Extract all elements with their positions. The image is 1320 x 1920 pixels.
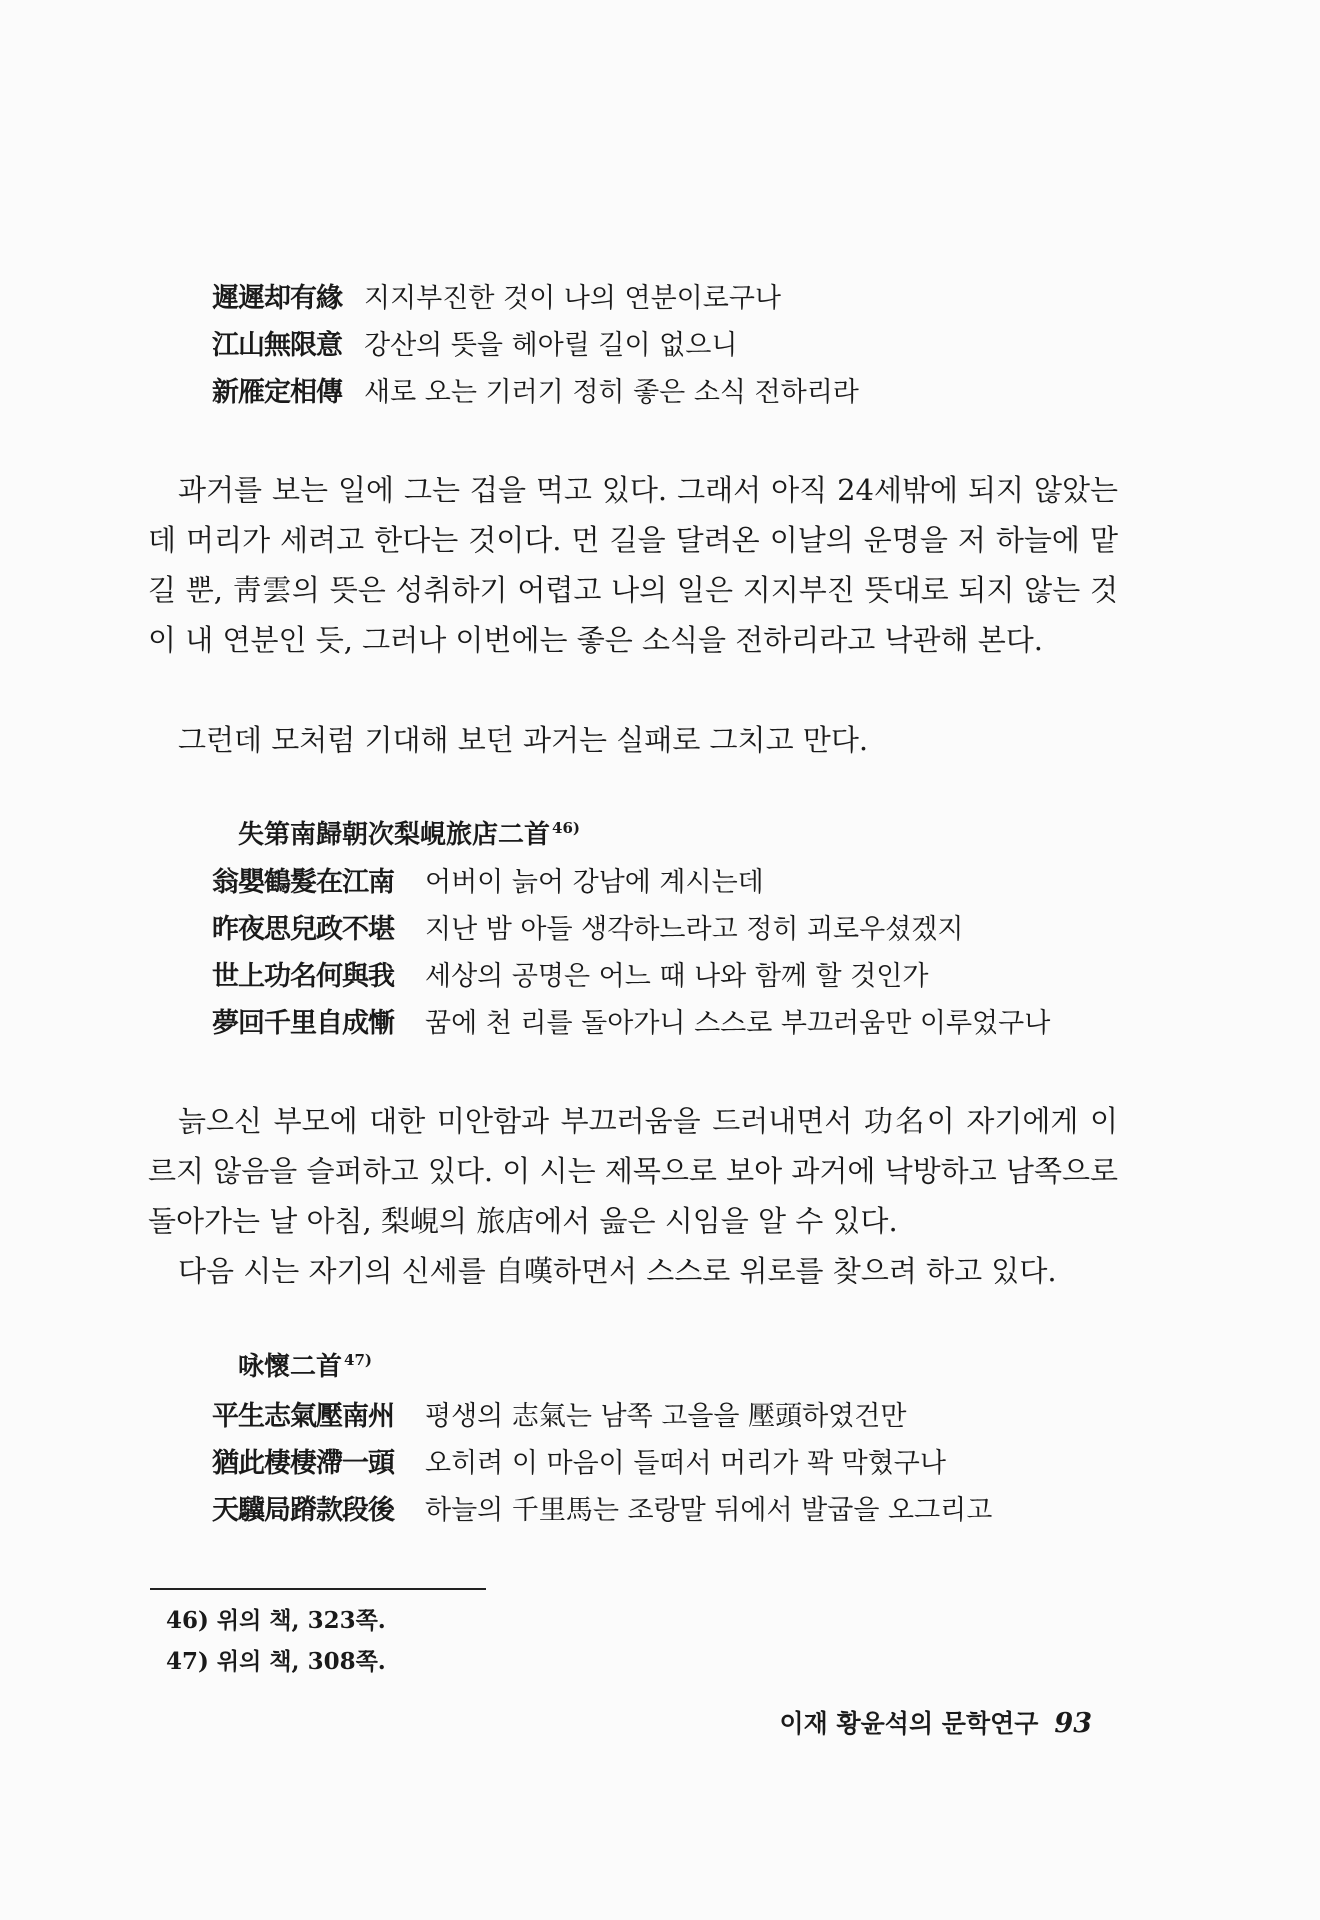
poem-hanja: 遲遲却有緣 — [212, 283, 342, 314]
poem-hanja: 世上功名何與我 — [212, 961, 394, 992]
poem-translation: 세상의 공명은 어느 때 나와 함께 할 것인가 — [425, 961, 929, 992]
poem-line — [212, 1437, 992, 1484]
poem-hanja: 天驥局蹐款段後 — [212, 1495, 394, 1526]
footnote: 47) 위의 책, 308쪽. — [166, 1648, 386, 1675]
footnote-marker: 46) — [552, 819, 580, 837]
paragraph-text: 그런데 모처럼 기대해 보던 과거는 실패로 그치고 만다. — [178, 723, 869, 757]
footnote-divider — [150, 1588, 486, 1590]
running-footer — [780, 1704, 1093, 1740]
poem-line — [212, 856, 1050, 903]
footnotes — [166, 1600, 386, 1682]
poem-hanja: 昨夜思兒政不堪 — [212, 914, 394, 945]
running-title: 이재 황윤석의 문학연구 — [779, 1709, 1039, 1738]
poem-translation: 새로 오는 기러기 정히 좋은 소식 전하리라 — [364, 377, 859, 408]
poem-translation: 어버이 늙어 강남에 계시는데 — [425, 867, 764, 898]
poem-hanja: 新雁定相傳 — [212, 377, 342, 408]
page-number: 93 — [1054, 1708, 1092, 1739]
poem-1 — [212, 272, 859, 413]
poem-title-text: 失第南歸朝次梨峴旅店二首 — [238, 820, 551, 850]
poem-title — [238, 1346, 372, 1383]
poem-translation: 오히려 이 마음이 들떠서 머리가 꽉 막혔구나 — [425, 1448, 946, 1479]
paragraph-text: 다음 시는 자기의 신세를 自嘆하면서 스스로 위로를 찾으려 하고 있다. — [178, 1254, 1057, 1288]
poem-translation: 꿈에 천 리를 돌아가니 스스로 부끄러움만 이루었구나 — [425, 1008, 1051, 1039]
poem-3 — [212, 1390, 992, 1531]
footnote: 46) 위의 책, 323쪽. — [166, 1607, 386, 1634]
poem-hanja: 江山無限意 — [212, 330, 342, 361]
poem-translation: 하늘의 千里馬는 조랑말 뒤에서 발굽을 오그리고 — [425, 1495, 993, 1526]
paragraph-text: 늙으신 부모에 대한 미안함과 부끄러움을 드러내면서 功名이 자기에게 이르지 않음을 슬퍼하고 있다. 이 시는 제목으로 보아 과거에 낙방하고 남쪽으로 돌아가는 날 아침, 梨峴의 旅店에서 읊은 시임을 알 수 있다. — [148, 1104, 1118, 1238]
poem-title — [238, 814, 580, 851]
poem-line — [212, 1484, 992, 1531]
poem-hanja: 夢回千里自成慚 — [212, 1008, 394, 1039]
body-paragraph — [148, 715, 1118, 765]
poem-line — [212, 950, 1050, 997]
poem-hanja: 翁嬰鶴髮在江南 — [212, 867, 394, 898]
poem-translation: 지난 밤 아들 생각하느라고 정히 괴로우셨겠지 — [425, 914, 964, 945]
body-paragraph — [148, 465, 1118, 665]
body-paragraph — [148, 1246, 1118, 1296]
poem-line — [212, 366, 859, 413]
poem-hanja: 猶此棲棲滯一頭 — [212, 1448, 394, 1479]
body-paragraph — [148, 1096, 1118, 1246]
paragraph-text: 과거를 보는 일에 그는 겁을 먹고 있다. 그래서 아직 24세밖에 되지 않았는데 머리가 세려고 한다는 것이다. 먼 길을 달려온 이날의 운명을 저 하늘에 맡길 뿐, 靑雲의 뜻은 성취하기 어렵고 나의 일은 지지부진 뜻대로 되지 않는 것이 내 연분인 듯, 그러나 이번에는 좋은 소식을 전하리라고 낙관해 본다. — [148, 473, 1118, 657]
poem-line — [212, 903, 1050, 950]
poem-translation: 지지부진한 것이 나의 연분이로구나 — [364, 283, 781, 314]
poem-line — [212, 1390, 992, 1437]
poem-translation: 평생의 志氣는 남쪽 고을을 壓頭하였건만 — [425, 1401, 907, 1432]
poem-line — [212, 319, 859, 366]
poem-translation: 강산의 뜻을 헤아릴 길이 없으니 — [364, 330, 738, 361]
footnote-marker: 47) — [344, 1351, 372, 1369]
poem-line — [212, 272, 859, 319]
poem-line — [212, 997, 1050, 1044]
poem-title-text: 咏懷二首 — [238, 1352, 343, 1382]
poem-hanja: 平生志氣壓南州 — [212, 1401, 394, 1432]
poem-2 — [212, 856, 1050, 1044]
